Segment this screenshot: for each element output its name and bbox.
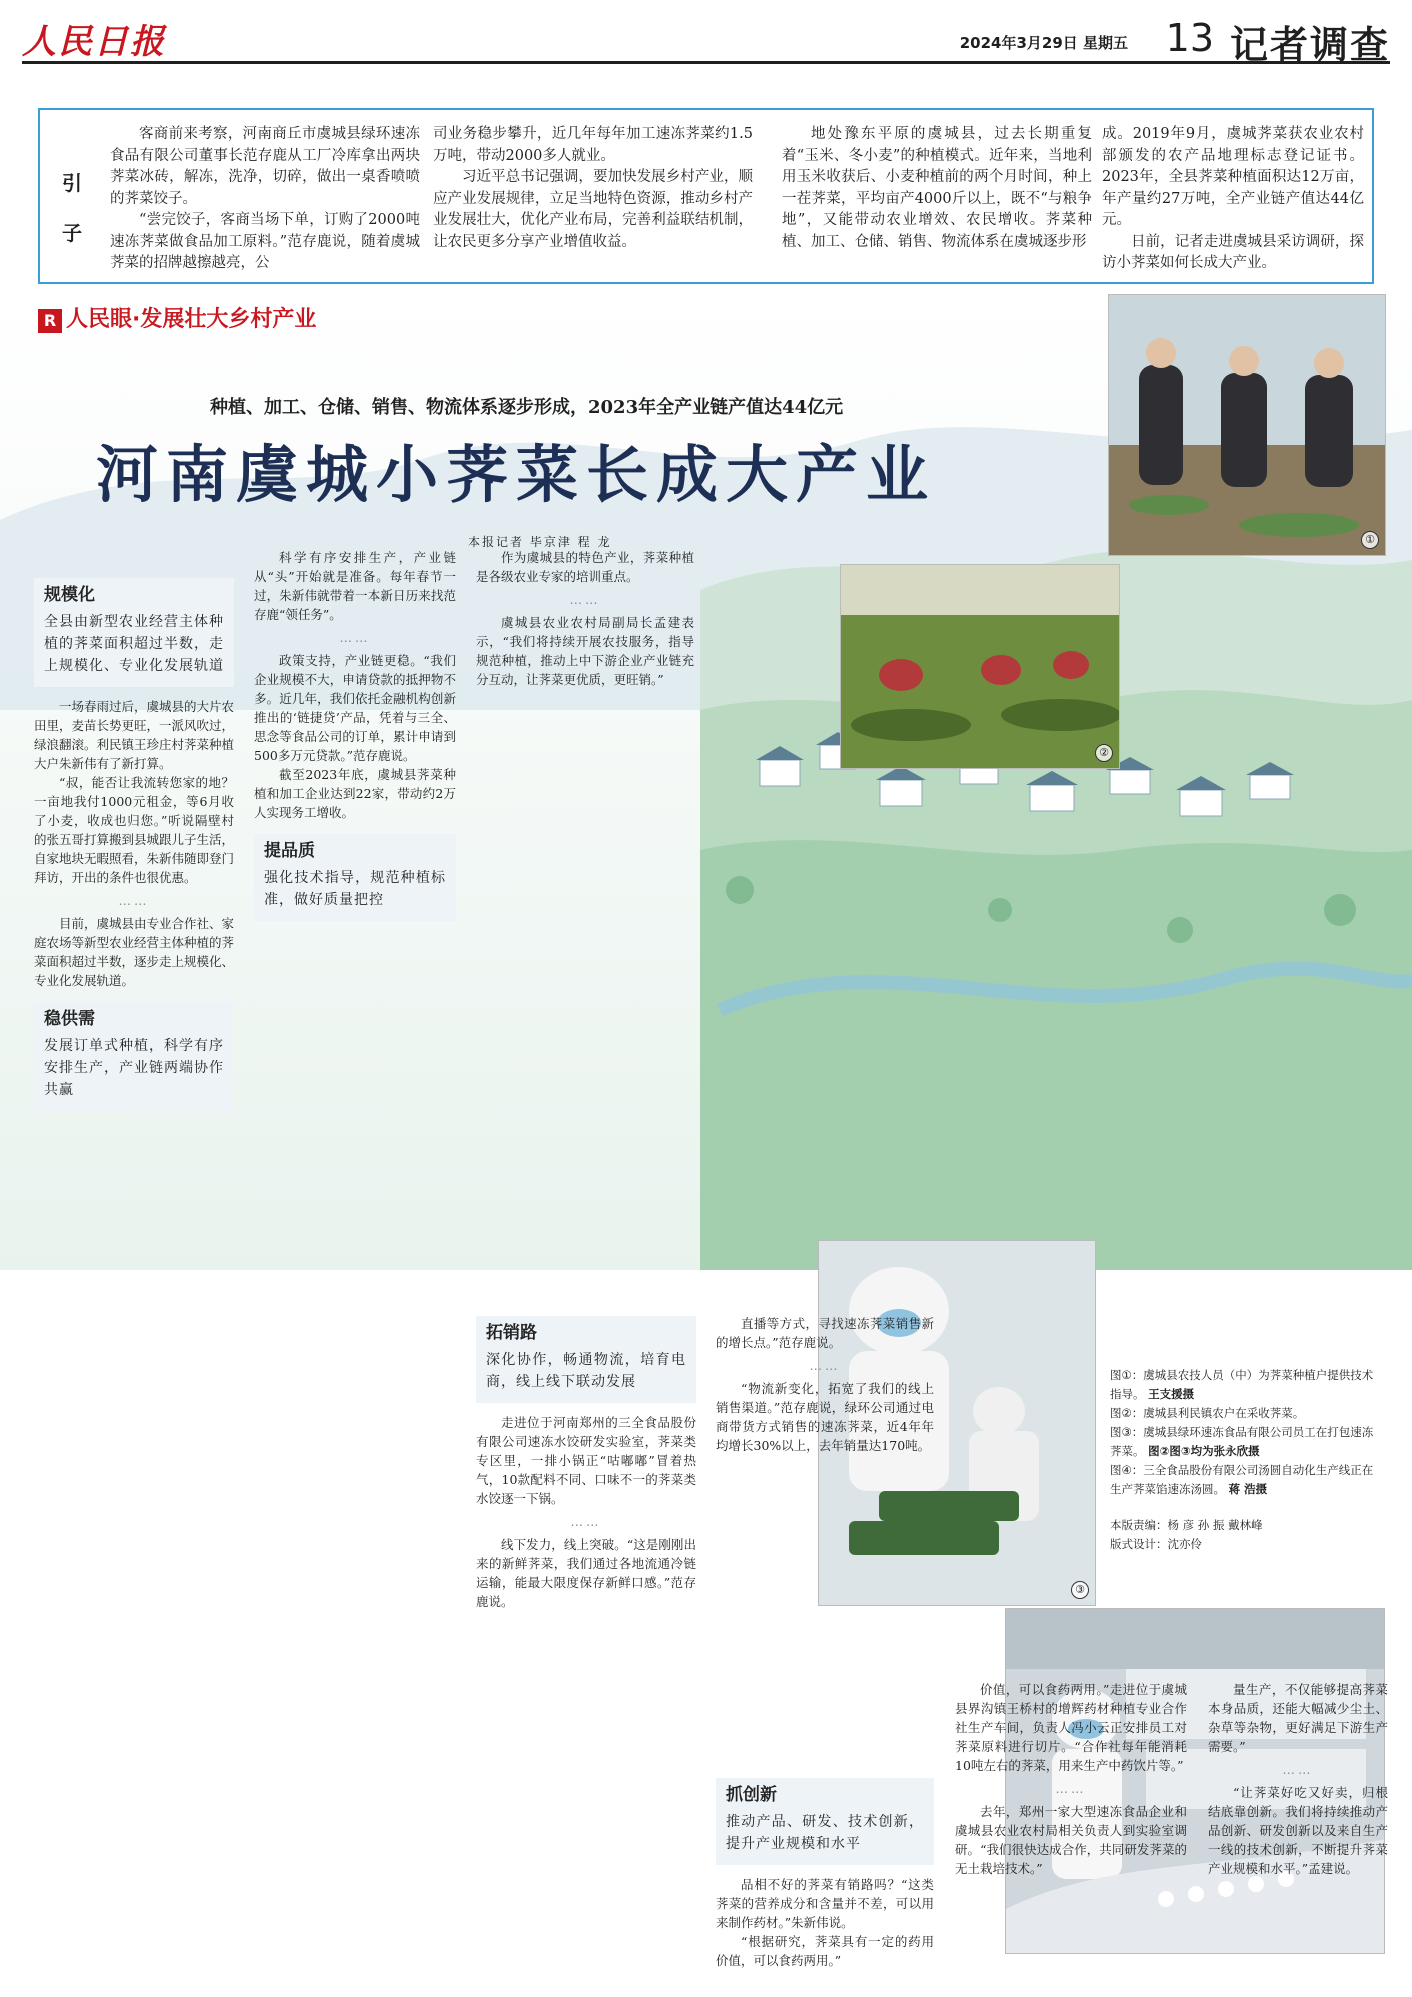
section-desc: 强化技术指导，规范种植标准，做好质量把控 <box>264 870 446 908</box>
article-paragraph: 线下发力，线上突破。“这是刚刚出来的新鲜荠菜，我们通过各地流通冷链运输，能最大限度保存新鲜口感。”范存鹿说。 <box>476 1537 696 1609</box>
masthead <box>22 12 1390 67</box>
intro-label: 引子 <box>62 171 82 245</box>
section-desc: 发展订单式种植，科学有序安排生产，产业链两端协作共赢 <box>44 1038 224 1098</box>
section-title: 规模化 <box>44 585 95 605</box>
photo-farmers-harvesting <box>840 564 1120 769</box>
intro-paragraph: 地处豫东平原的虞城县，过去长期重复着“玉米、冬小麦”的种植模式。近年来，当地利用玉米收获后、小麦种植前的两个月时间，种上一茬荠菜，平均亩产4000斤以上，既不“与粮争地”，又能带动农业增效、农民增收。荠菜种植、加工、仓储、销售、物流体系在虞城逐步形 <box>782 126 1092 250</box>
caption-3: 图③：虞城县绿环速冻食品有限公司员工在打包速冻荠菜。 <box>1110 1425 1374 1458</box>
intro-column-3 <box>782 124 1092 253</box>
newspaper-logo: 人民日报 <box>22 22 166 62</box>
caption-1-credit: 王支援摄 <box>1148 1387 1195 1401</box>
caption-2: 图②：虞城县利民镇农户在采收荠菜。 <box>1110 1406 1305 1420</box>
section-title: 抓创新 <box>726 1785 777 1805</box>
intro-paragraph: 习近平总书记强调，要加快发展乡村产业，顺应产业发展规律，立足当地特色资源，推动乡村产业发展壮大，优化产业布局，完善利益联结机制，让农民更多分享产业增值收益。 <box>433 169 753 250</box>
column-tag-label: 人民眼·发展壮大乡村产业 <box>66 307 317 332</box>
section-box <box>254 834 456 921</box>
page-credits <box>1110 1516 1380 1554</box>
article-paragraph: 虞城县农业农村局副局长孟建表示，“我们将持续开展农技服务，指导规范种植，推动上中下游企业产业链充分互动，让荠菜更优质，更旺销。” <box>476 615 694 687</box>
intro-box <box>38 108 1374 284</box>
rmw-badge-icon: R <box>38 309 62 333</box>
intro-column-2 <box>433 124 753 253</box>
article-paragraph: 一场春雨过后，虞城县的大片农田里，麦苗长势更旺，一派风吹过，绿浪翻滚。利民镇王珍庄村荠菜种植大户朱新伟有了新打算。 <box>34 699 235 771</box>
article-paragraph: 品相不好的荠菜有销路吗？“这类荠菜的营养成分和含量并不差，可以用来制作药材。”朱新伟说。 <box>716 1877 934 1930</box>
intro-paragraph: 日前，记者走进虞城县采访调研，探访小荠菜如何长成大产业。 <box>1102 233 1364 271</box>
article-column-2: 科学有序安排生产，产业链从“头”开始就是准备。每年春节一过，朱新伟就带着一本新日历来找范存鹿“领任务”。 …… 政策支持，产业链更稳。“我们企业规模不大，申请贷款的抵押物不多。近几年，我们依托金融机构创新推出的‘链捷贷’产品，凭着与三全、思念等食品公司的订单，累计申请到500多万元贷款。”范存鹿说。 截至2023年底，虞城县荠菜种植和加工企业达到22家，带动约2万人实现务工增收。 提品质 强化技术指导，规范种植标准，做好质量把控 <box>254 548 456 931</box>
article-column-5: 直播等方式，寻找速冻荠菜销售新的增长点。”范存鹿说。 …… “物流新变化，拓宽了我们的线上销售渠道。”范存鹿说，绿环公司通过电商带货方式销售的速冻荠菜，近4年年均增长30%以上，去年销量达170吨。 <box>716 1316 934 1453</box>
photo-number: ② <box>1095 744 1113 762</box>
article-paragraph: 直播等方式，寻找速冻荠菜销售新的增长点。”范存鹿说。 <box>716 1316 934 1350</box>
article-paragraph: 作为虞城县的特色产业，荠菜种植是各级农业专家的培训重点。 <box>476 550 694 584</box>
photo-technicians-in-field <box>1108 294 1386 556</box>
page-designer: 版式设计：沈亦伶 <box>1110 1537 1202 1551</box>
section-title: 拓销路 <box>486 1323 537 1343</box>
caption-3-credit: 图②图③均为张永欣摄 <box>1148 1444 1260 1458</box>
article-paragraph: 价值，可以食药两用。”走进位于虞城县界沟镇王桥村的增辉药材种植专业合作社生产车间，负责人冯小云正安排员工对荠菜原料进行切片。“合作社每年能消耗10吨左右的荠菜，用来生产中药饮片等。” <box>955 1682 1187 1773</box>
article-column-8: 量生产，不仅能够提高荠菜本身品质，还能大幅减少尘土、杂草等杂物，更好满足下游生产需要。” …… “让荠菜好吃又好卖，归根结底靠创新。我们将持续推动产品创新、研发创新以及来自生产一线的技术创新，不断提升荠菜产业规模和水平。”孟建说。 <box>1208 1682 1388 1876</box>
article-column-3: 作为虞城县的特色产业，荠菜种植是各级农业专家的培训重点。 …… 虞城县农业农村局副局长孟建表示，“我们将持续开展农技服务，指导规范种植，推动上中下游企业产业链充分互动，让荠菜更优质，更旺销。” <box>476 550 694 687</box>
article-column-7: 价值，可以食药两用。”走进位于虞城县界沟镇王桥村的增辉药材种植专业合作社生产车间，负责人冯小云正安排员工对荠菜原料进行切片。“合作社每年能消耗10吨左右的荠菜，用来生产中药饮片等。” …… 去年，郑州一家大型速冻食品企业和虞城县农业农村局相关负责人到实验室调研。“我们很快达成合作，共同研发荠菜的无土栽培技术。” <box>955 1682 1187 1876</box>
page-editor: 本版责编：杨 彦 孙 振 戴林峰 <box>1110 1518 1263 1532</box>
intro-column-1 <box>110 124 420 275</box>
photo-captions <box>1110 1366 1380 1499</box>
article-paragraph: 截至2023年底，虞城县荠菜种植和加工企业达到22家，带动约2万人实现务工增收。 <box>254 767 456 820</box>
intro-paragraph: 客商前来考察，河南商丘市虞城县绿环速冻食品有限公司董事长范存鹿从工厂冷库拿出两块荠菜冰砖，解冻，洗净，切碎，做出一桌香喷喷的荠菜饺子。 <box>110 126 420 207</box>
section-box <box>34 578 234 687</box>
section-name: 记者调查 <box>1229 23 1390 67</box>
column-tag <box>38 302 316 333</box>
section-title: 稳供需 <box>44 1009 95 1029</box>
article-column-1: 规模化 全县由新型农业经营主体种植的荠菜面积超过半数，走上规模化、专业化发展轨道 一场春雨过后，虞城县的大片农田里，麦苗长势更旺，一派风吹过，绿浪翻滚。利民镇王珍庄村荠菜种植大户朱新伟有了新打算。 “叔，能否让我流转您家的地？一亩地我付1000元租金，等6月收了小麦，收成也归您。”听说隔壁村的张五哥打算搬到县城跟儿子生活，自家地块无暇照看，朱新伟随即登门拜访，开出的条件也很优惠。 …… 目前，虞城县由专业合作社、家庭农场等新型农业经营主体种植的荠菜面积超过半数，逐步走上规模化、专业化发展轨道。 稳供需 发展订单式种植，科学有序安排生产，产业链两端协作共赢 <box>34 576 234 1121</box>
sub-headline: 种植、加工、仓储、销售、物流体系逐步形成，2023年全产业链产值达44亿元 <box>210 397 844 418</box>
section-title: 提品质 <box>264 841 315 861</box>
article-paragraph: “让荠菜好吃又好卖，归根结底靠创新。我们将持续推动产品创新、研发创新以及来自生产一线的技术创新，不断提升荠菜产业规模和水平。”孟建说。 <box>1208 1785 1388 1876</box>
issue-date: 2024年3月29日 星期五 <box>959 34 1128 52</box>
photo-number: ① <box>1361 531 1379 549</box>
article-column-4: 拓销路 深化协作，畅通物流，培育电商，线上线下联动发展 走进位于河南郑州的三全食品股份有限公司速冻水饺研发实验室，荠菜类专区里，一排小锅正“咕嘟嘟”冒着热气，10款配料不同、口味不一的荠菜类水饺逐一下锅。 …… 线下发力，线上突破。“这是刚刚出来的新鲜荠菜，我们通过各地流通冷链运输，能最大限度保存新鲜口感。”范存鹿说。 <box>476 1314 696 1611</box>
section-desc: 推动产品、研发、技术创新，提升产业规模和水平 <box>726 1814 924 1852</box>
article-paragraph: “叔，能否让我流转您家的地？一亩地我付1000元租金，等6月收了小麦，收成也归您。”听说隔壁村的张五哥打算搬到县城跟儿子生活，自家地块无暇照看，朱新伟随即登门拜访，开出的条件也很优惠。 <box>34 775 235 885</box>
intro-paragraph: 成。2019年9月，虞城荠菜获农业农村部颁发的农产品地理标志登记证书。2023年，全县荠菜种植面积达12万亩，年产量约27万吨，全产业链产值达44亿元。 <box>1102 126 1364 228</box>
section-box <box>34 1002 234 1111</box>
intro-column-4 <box>1102 124 1364 275</box>
article-paragraph: 政策支持，产业链更稳。“我们企业规模不大，申请贷款的抵押物不多。近几年，我们依托金融机构创新推出的‘链捷贷’产品，凭着与三全、思念等食品公司的订单，累计申请到500多万元贷款。”范存鹿说。 <box>254 653 456 763</box>
article-column-6 <box>716 1776 934 1970</box>
caption-4: 图④：三全食品股份有限公司汤圆自动化生产线正在生产荠菜馅速冻汤圆。 <box>1110 1463 1374 1496</box>
section-box <box>716 1778 934 1865</box>
article-paragraph: 目前，虞城县由专业合作社、家庭农场等新型农业经营主体种植的荠菜面积超过半数，逐步走上规模化、专业化发展轨道。 <box>34 916 235 988</box>
intro-paragraph: “尝完饺子，客商当场下单，订购了2000吨速冻荠菜做食品加工原料。”范存鹿说，随着虞城荠菜的招牌越擦越亮，公 <box>110 212 420 271</box>
article-paragraph: 走进位于河南郑州的三全食品股份有限公司速冻水饺研发实验室，荠菜类专区里，一排小锅正“咕嘟嘟”冒着热气，10款配料不同、口味不一的荠菜类水饺逐一下锅。 <box>476 1415 696 1506</box>
article-paragraph: “根据研究，荠菜具有一定的药用价值，可以食药两用。” <box>716 1934 934 1968</box>
section-desc: 全县由新型农业经营主体种植的荠菜面积超过半数，走上规模化、专业化发展轨道 <box>44 614 224 674</box>
photo-number: ③ <box>1071 1581 1089 1599</box>
section-desc: 深化协作，畅通物流，培育电商，线上线下联动发展 <box>486 1352 686 1390</box>
article-paragraph: “物流新变化，拓宽了我们的线上销售渠道。”范存鹿说，绿环公司通过电商带货方式销售的速冻荠菜，近4年年均增长30%以上，去年销量达170吨。 <box>716 1381 934 1453</box>
byline: 本报记者 毕京津 程 龙 <box>468 535 612 549</box>
intro-paragraph: 司业务稳步攀升，近几年每年加工速冻荠菜约1.5万吨，带动2000多人就业。 <box>433 126 753 164</box>
article-paragraph: 去年，郑州一家大型速冻食品企业和虞城县农业农村局相关负责人到实验室调研。“我们很快达成合作，共同研发荠菜的无土栽培技术。” <box>955 1804 1187 1876</box>
caption-4-credit: 蒋 浩摄 <box>1228 1482 1268 1496</box>
page-number: 13 <box>1165 16 1214 60</box>
section-box <box>476 1316 696 1403</box>
article-paragraph: 量生产，不仅能够提高荠菜本身品质，还能大幅减少尘土、杂草等杂物，更好满足下游生产需要。” <box>1208 1682 1388 1754</box>
main-headline: 河南虞城小荠菜长成大产业 <box>96 438 937 511</box>
article-paragraph: 科学有序安排生产，产业链从“头”开始就是准备。每年春节一过，朱新伟就带着一本新日历来找范存鹿“领任务”。 <box>254 550 456 622</box>
caption-1: 图①：虞城县农技人员（中）为荠菜种植户提供技术指导。 <box>1110 1368 1374 1401</box>
